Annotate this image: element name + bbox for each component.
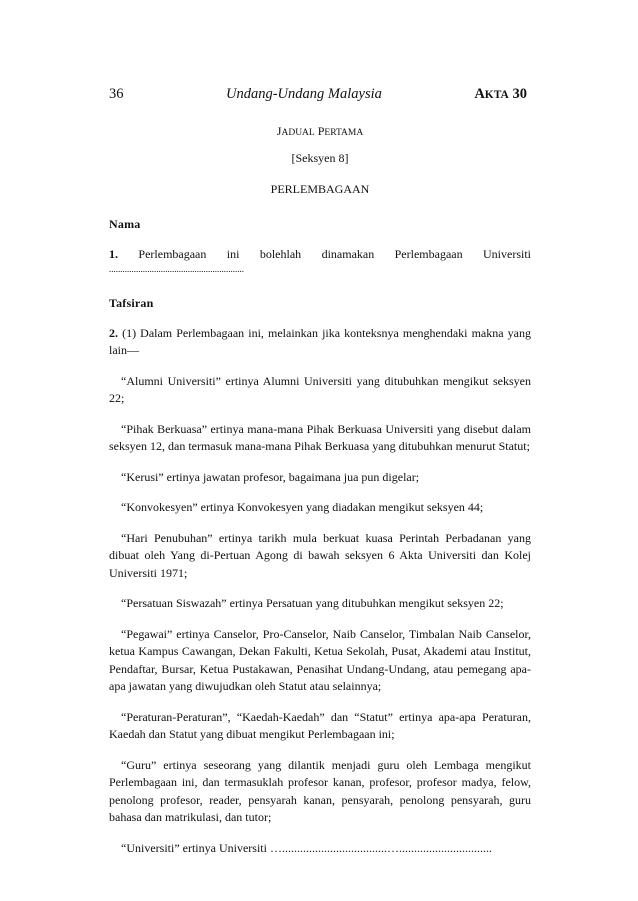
definition-persatuan-siswazah: “Persatuan Siswazah” ertinya Persatuan yang ditubuhkan mengikut seksyen 22; <box>121 596 504 610</box>
instrument-title: PERLEMBAGAAN <box>270 182 370 196</box>
section-2-intro <box>109 325 531 360</box>
section-1-body <box>109 246 531 274</box>
document-page <box>109 86 531 857</box>
section-1-text: Perlembagaan ini bolehlah dinamakan Perlembagaan Universiti <box>138 247 531 261</box>
definition-hari-penubuhan: “Hari Penubuhan” ertinya tarikh mula berkuat kuasa Perintah Perbadanan yang dibuat oleh Yang di-Pertuan Agong di bawah seksyen 6 Akta Universiti dan Kolej Universiti 1971; <box>109 530 531 580</box>
page-number: 36 <box>109 86 124 102</box>
definition-kerusi: “Kerusi” ertinya jawatan profesor, bagaimana jua pun digelar; <box>121 469 420 484</box>
definition-guru: “Guru” ertinya seseorang yang dilantik menjadi guru oleh Lembaga mengikut Perlembagaan ini, dan termasuklah profesor kanan, profesor, profesor madya, felow, penolong profesor, reader, pensyarah kanan, pensyarah, penolong pensyarah, guru bahasa dan matrikulasi, dan tutor; <box>109 757 531 824</box>
section-1-dots: ............................................................ <box>109 263 244 274</box>
section-1-number: 1. <box>109 247 118 261</box>
section-1-heading: Nama <box>109 217 141 231</box>
section-2-intro-text: (1) Dalam Perlembagaan ini, melainkan jika konteksnya menghendaki makna yang lain— <box>109 325 531 357</box>
definition-peraturan: “Peraturan-Peraturan”, “Kaedah-Kaedah” dan “Statut” ertinya apa-apa Peraturan, Kaedah dan Statut yang dibuat mengikut Perlembagaan ini; <box>109 709 531 741</box>
page-header <box>109 86 531 108</box>
section-reference: [Seksyen 8] <box>291 151 349 165</box>
definition-pihak-berkuasa: “Pihak Berkuasa” ertinya mana-mana Pihak Berkuasa Universiti yang disebut dalam seksyen 12, dan termasuk mana-mana Pihak Berkuasa yang ditubuhkan menurut Statut; <box>109 421 531 453</box>
act-small: KTA <box>484 89 509 101</box>
section-2-heading: Tafsiran <box>109 295 154 310</box>
definition-alumni: “Alumni Universiti” ertinya Alumni Universiti yang ditubuhkan mengikut seksyen 22; <box>109 373 531 405</box>
act-label <box>474 86 527 103</box>
section-2-number: 2. <box>109 325 118 340</box>
section-1-line <box>109 246 531 264</box>
schedule-title <box>109 124 531 139</box>
definition-konvokesyen: “Konvokesyen” ertinya Konvokesyen yang diadakan mengikut seksyen 44; <box>121 500 484 514</box>
schedule-title-adual: ADUAL <box>281 128 315 138</box>
schedule-title-p: P <box>317 124 325 138</box>
schedule-title-ertama: ERTAMA <box>324 128 364 138</box>
act-number: 30 <box>512 86 527 102</box>
definition-pegawai: “Pegawai” ertinya Canselor, Pro-Canselor, Naib Canselor, Timbalan Naib Canselor, ketua Kampus Cawangan, Dekan Fakulti, Ketua Sekolah, Pusat, Akademi atau Institut, Pendaftar, Bursar, Ketua Pustakawan, Penasihat Undang-Undang, atau pemegang apa-apa jawatan yang diwujudkan oleh Statut atau selainnya; <box>109 626 531 693</box>
schedule-title-j: J <box>276 124 282 138</box>
act-prefix: A <box>474 86 485 102</box>
definition-universiti: “Universiti” ertinya Universiti …...................................…............................... <box>121 840 492 855</box>
header-title: Undang-Undang Malaysia <box>226 86 382 102</box>
